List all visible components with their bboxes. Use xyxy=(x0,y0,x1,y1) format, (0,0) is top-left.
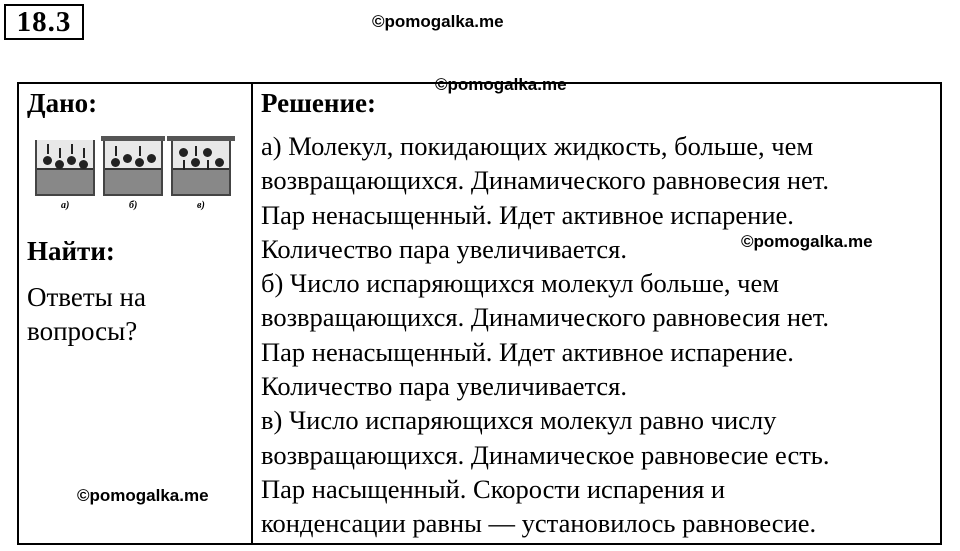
beakers-figure xyxy=(35,134,240,224)
watermark: ©pomogalka.me xyxy=(372,12,504,31)
solution-line: Количество пара увеличивается. xyxy=(261,371,627,402)
solution-line: Пар насыщенный. Скорости испарения и xyxy=(261,473,726,504)
solution-heading: Решение: xyxy=(261,88,376,118)
beaker-a xyxy=(35,134,95,196)
solution-line: Количество пара увеличивается. xyxy=(261,233,627,264)
solution-line: Пар ненасыщенный. Идет активное испарение. xyxy=(261,336,794,367)
solution-text xyxy=(261,129,830,541)
solution-line: Пар ненасыщенный. Идет активное испарение. xyxy=(261,199,794,230)
watermark: ©pomogalka.me xyxy=(77,486,209,505)
beaker-b xyxy=(103,134,163,196)
figure-label-c: в) xyxy=(197,200,205,211)
solution-line: а) Молекул, покидающих жидкость, больше, чем xyxy=(261,131,814,161)
figure-label-a: а) xyxy=(61,200,70,211)
watermark: ©pomogalka.me xyxy=(741,232,873,251)
column-divider xyxy=(251,84,253,543)
solution-line: конденсации равны — установилось равновесие. xyxy=(261,508,817,539)
solution-table xyxy=(17,75,942,545)
solution-line: возвращающихся. Динамического равновесия нет. xyxy=(261,165,829,196)
watermark: ©pomogalka.me xyxy=(435,75,567,94)
solution-line: возвращающихся. Динамическое равновесие есть. xyxy=(261,439,830,470)
problem-number: 18.3 xyxy=(4,4,84,40)
figure-label-b: б) xyxy=(129,200,138,211)
find-line-1: Ответы на xyxy=(27,282,146,312)
given-heading: Дано: xyxy=(27,88,98,118)
solution-line: в) Число испаряющихся молекул равно числу xyxy=(261,405,777,436)
find-heading: Найти: xyxy=(27,236,115,266)
solution-line: возвращающихся. Динамического равновесия нет. xyxy=(261,302,829,333)
find-line-2: вопросы? xyxy=(27,316,138,346)
beaker-c xyxy=(171,134,231,196)
solution-line: б) Число испаряющихся молекул больше, чем xyxy=(261,268,780,299)
